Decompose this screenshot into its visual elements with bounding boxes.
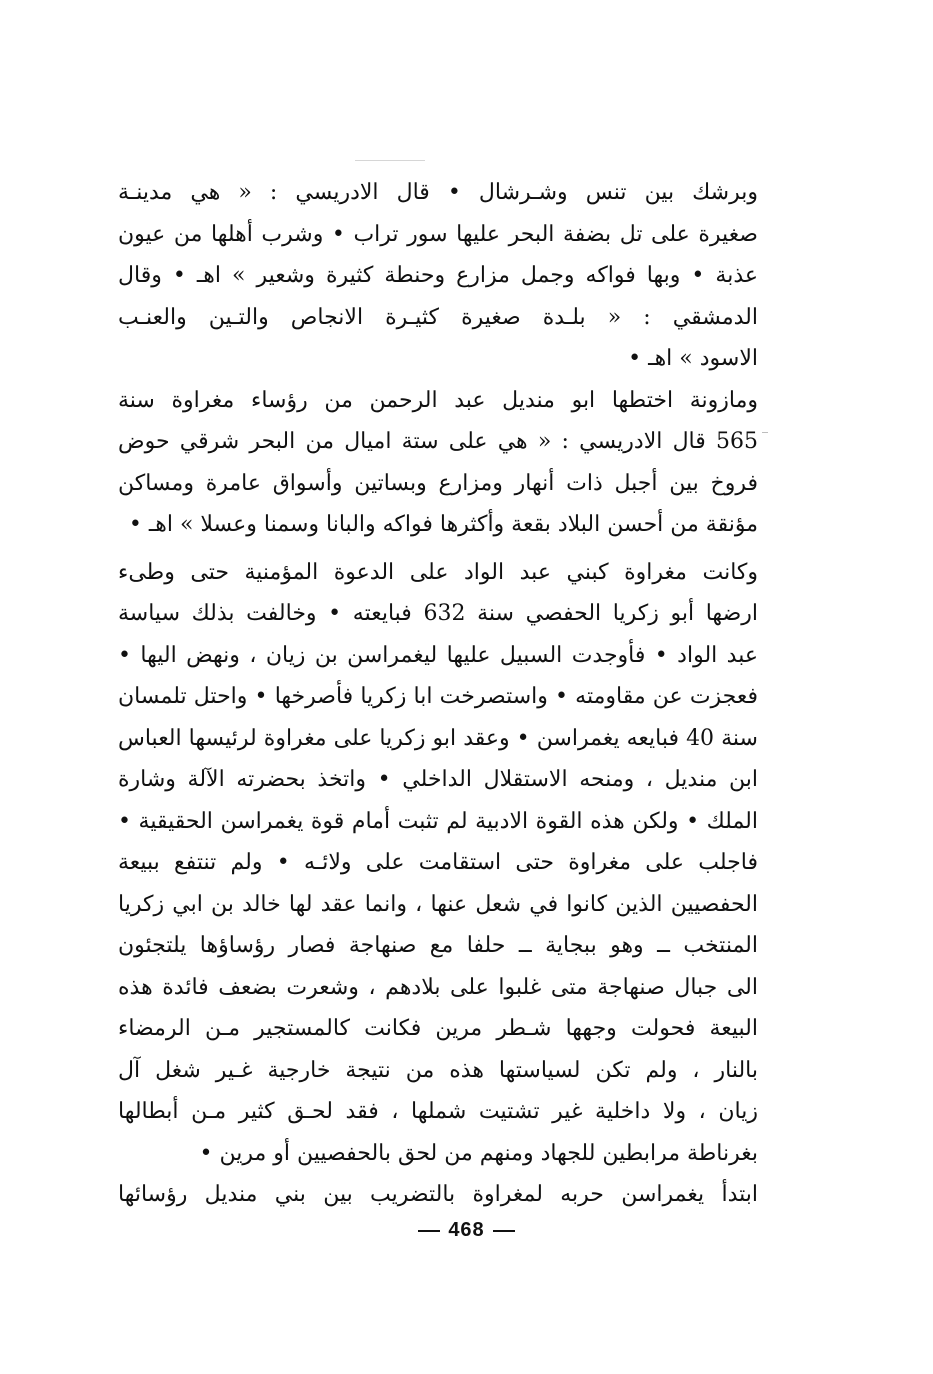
text-line: المنتخب ــ وهو ببجاية ــ حلفا مع صنهاجة فصار رؤساؤها يلتجئون xyxy=(118,933,758,958)
page-number xyxy=(0,1219,933,1242)
text-line: الى جبال صنهاجة متى غلبوا على بلادهم ، وشعرت بضعف فائدة هذه xyxy=(118,974,758,1000)
text-line: ومازونة اختطها ابو منديل عبد الرحمن من رؤساء مغراوة سنة xyxy=(118,387,758,413)
margin-tick-mark xyxy=(762,432,768,433)
text-line: زيان ، ولا داخلية غير تشتيت شملها ، فقد لحـق كثير مـن أبطالها xyxy=(118,1099,758,1124)
body-text xyxy=(118,172,758,1216)
paragraph-1 xyxy=(118,172,758,380)
dash-left xyxy=(418,1230,440,1232)
text-line: 565 قال الادريسي : « هي على ستة اميال من البحر شرقي حوض xyxy=(118,429,758,454)
text-line: عبد الواد • فأوجدت السبيل عليها ليغمراسن بن زيان ، ونهض اليها • xyxy=(118,642,758,668)
text-line: الحفصيين الذين كانوا في شعل عنها ، وانما عقد لها خالد بن ابي زكريا xyxy=(118,891,758,917)
text-line: سنة 40 فبايعه يغمراسن • وعقد ابو زكريا على مغراوة لرئيسها العباس xyxy=(118,725,758,751)
text-line: البيعة فحولت وجهها شـطر مرين فكانت كالمستجير مـن الرمضاء xyxy=(118,1016,758,1041)
text-line: عذبة • وبها فواكه وجمل مزارع وحنطة كثيرة وشعير » اهـ • وقال xyxy=(118,263,758,288)
text-line: وكانت مغراوة كبني عبد الواد على الدعوة المؤمنية حتى وطىء xyxy=(118,559,758,585)
paragraph-4 xyxy=(118,1174,758,1216)
text-line: بالنار ، ولم تكن لسياستها هذه من نتيجة خارجية غـير شغل آل xyxy=(118,1057,758,1083)
text-line: بغرناطة مرابطين للجهاد ومنهم من لحق بالحفصيين أو مرين • xyxy=(199,1140,758,1166)
text-line: صغيرة على تل بضفة البحر عليها سور تراب • وشرب أهلها من عيون xyxy=(118,221,758,247)
text-line: ابن منديل ، ومنحه الاستقلال الداخلي • واتخذ بحضرته الآلة وشارة xyxy=(118,767,758,792)
dash-right xyxy=(493,1230,515,1232)
top-rule-divider xyxy=(355,160,425,161)
text-line: ابتدأ يغمراسن حربه لمغراوة بالتضريب بين بني منديل رؤسائها xyxy=(118,1182,758,1207)
text-line: وبرشك بين تنس وشـرشال • قال الادريسي : « هي مدينـة xyxy=(118,180,758,205)
text-line: الملك • ولكن هذه القوة الادبية لم تثبت أمام قوة يغمراسن الحقيقية • xyxy=(118,808,758,834)
paragraph-2 xyxy=(118,380,758,546)
text-line: مؤنقة من أحسن البلاد بقعة وأكثرها فواكه والبانا وسمنا وعسلا » اهـ • xyxy=(128,512,758,537)
text-line: الاسود » اهـ • xyxy=(628,346,758,371)
text-line: ارضها أبو زكريا الحفصي سنة 632 فبايعته • وخالفت بذلك سياسة xyxy=(118,601,758,626)
page-number-value: 468 xyxy=(448,1219,485,1241)
text-line: فاجلب على مغراوة حتى استقامت على ولائـه • ولم تنتفع ببيعة xyxy=(118,850,758,875)
text-line: الدمشقي : « بلـدة صغيرة كثيـرة الانجاص والتـين والعنـب xyxy=(118,304,758,330)
paragraph-3 xyxy=(118,552,758,1175)
text-line: فعجزت عن مقاومته • واستصرخت ابا زكريا فأصرخها • واحتل تلمسان xyxy=(118,684,758,709)
text-line: فروخ بين أجبل ذات أنهار ومزارع وبساتين وأسواق عامرة ومساكن xyxy=(118,470,758,496)
